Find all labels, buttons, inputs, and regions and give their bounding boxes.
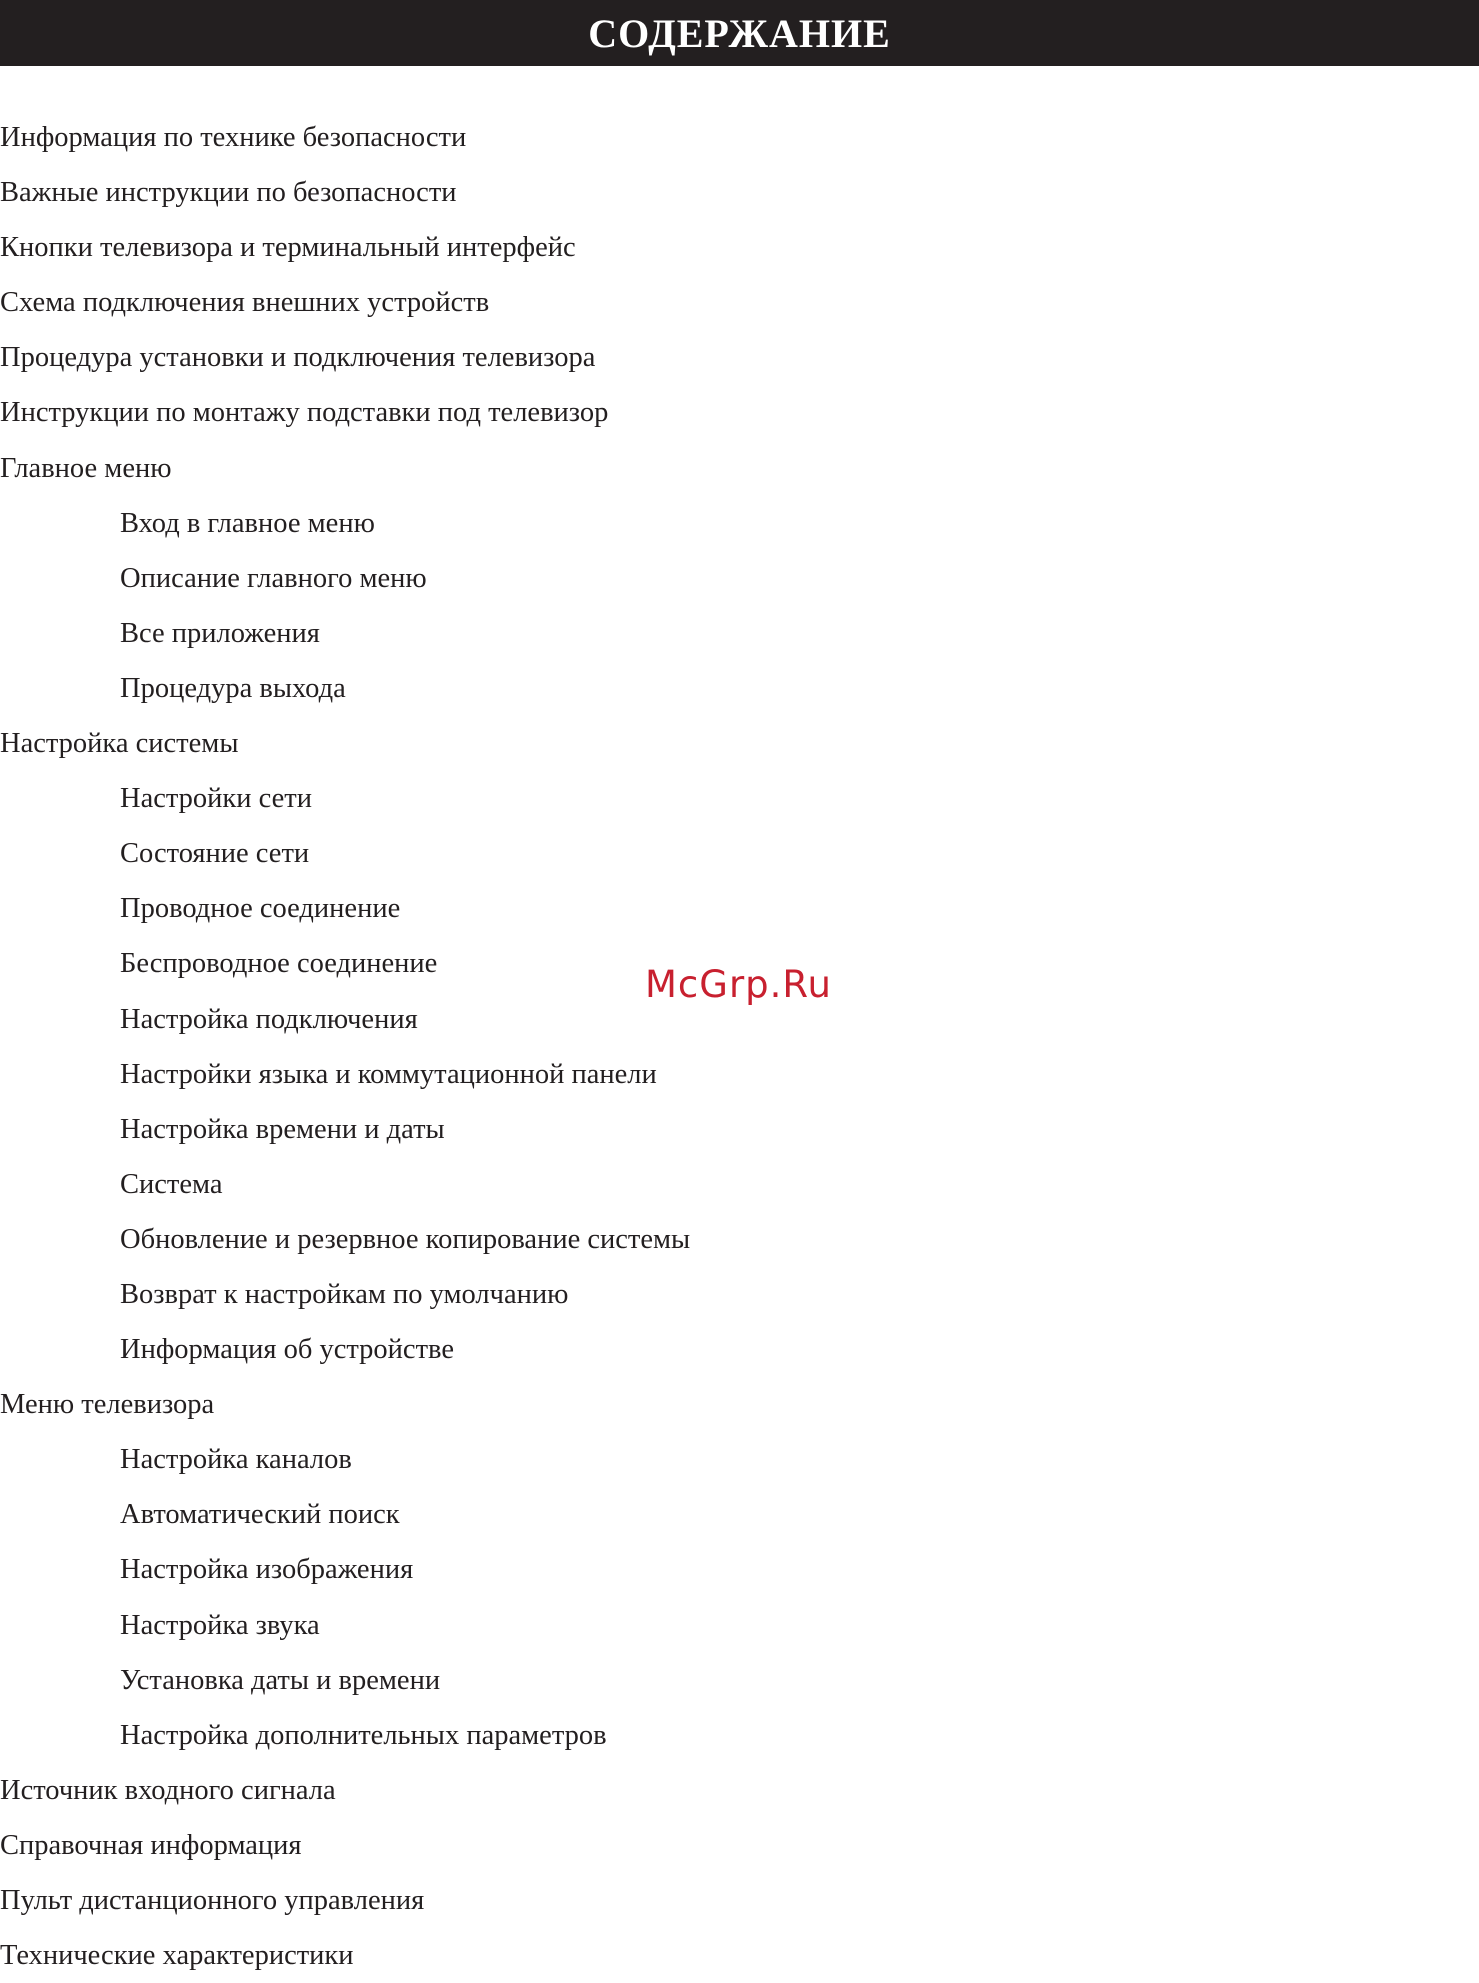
toc-subsection: Настройка времени и даты (120, 1113, 445, 1145)
table-of-contents (0, 110, 1479, 1983)
toc-subsection: Автоматический поиск (120, 1499, 400, 1531)
toc-subsection: Обновление и резервное копирование системы (120, 1223, 691, 1255)
toc-section: Кнопки телевизора и терминальный интерфейс (0, 232, 576, 264)
toc-subsection: Настройки сети (120, 783, 313, 815)
toc-subsection: Описание главного меню (120, 562, 427, 594)
toc-subsection: Настройка звука (120, 1609, 320, 1641)
toc-subsection: Вход в главное меню (120, 507, 375, 539)
toc-subsection: Информация об устройстве (120, 1334, 454, 1366)
toc-subsection: Настройка подключения (120, 1003, 418, 1035)
toc-section: Источник входного сигнала (0, 1774, 336, 1806)
toc-section: Важные инструкции по безопасности (0, 177, 457, 209)
toc-subsection: Состояние сети (120, 838, 310, 870)
toc-subsection: Настройка изображения (120, 1554, 414, 1586)
toc-section: Пульт дистанционного управления (0, 1885, 425, 1916)
title-bar (0, 0, 1479, 66)
toc-subsection: Настройка каналов (120, 1444, 352, 1476)
toc-section: Процедура установки и подключения телевизора (0, 342, 596, 374)
toc-section: Справочная информация (0, 1829, 302, 1861)
toc-section: Схема подключения внешних устройств (0, 287, 490, 319)
toc-subsection: Беспроводное соединение (120, 948, 438, 980)
toc-subsection: Все приложения (120, 617, 320, 649)
toc-section: Настройка системы (0, 728, 239, 760)
toc-section: Инструкции по монтажу подставки под телевизор (0, 397, 609, 429)
toc-subsection: Возврат к настройкам по умолчанию (120, 1278, 569, 1310)
toc-subsection: Система (120, 1168, 223, 1200)
toc-section: Информация по технике безопасности (0, 122, 467, 153)
toc-subsection: Настройка дополнительных параметров (120, 1719, 607, 1751)
toc-subsection: Настройки языка и коммутационной панели (120, 1058, 657, 1090)
toc-section: Главное меню (0, 452, 172, 484)
page-title: СОДЕРЖАНИЕ (588, 10, 891, 56)
toc-subsection: Процедура выхода (120, 672, 346, 704)
toc-subsection: Установка даты и времени (120, 1664, 441, 1696)
toc-subsection: Проводное соединение (120, 893, 401, 925)
toc-section: Меню телевизора (0, 1389, 215, 1421)
toc-section: Технические характеристики (0, 1940, 354, 1972)
watermark: McGrp.Ru (645, 963, 832, 1006)
